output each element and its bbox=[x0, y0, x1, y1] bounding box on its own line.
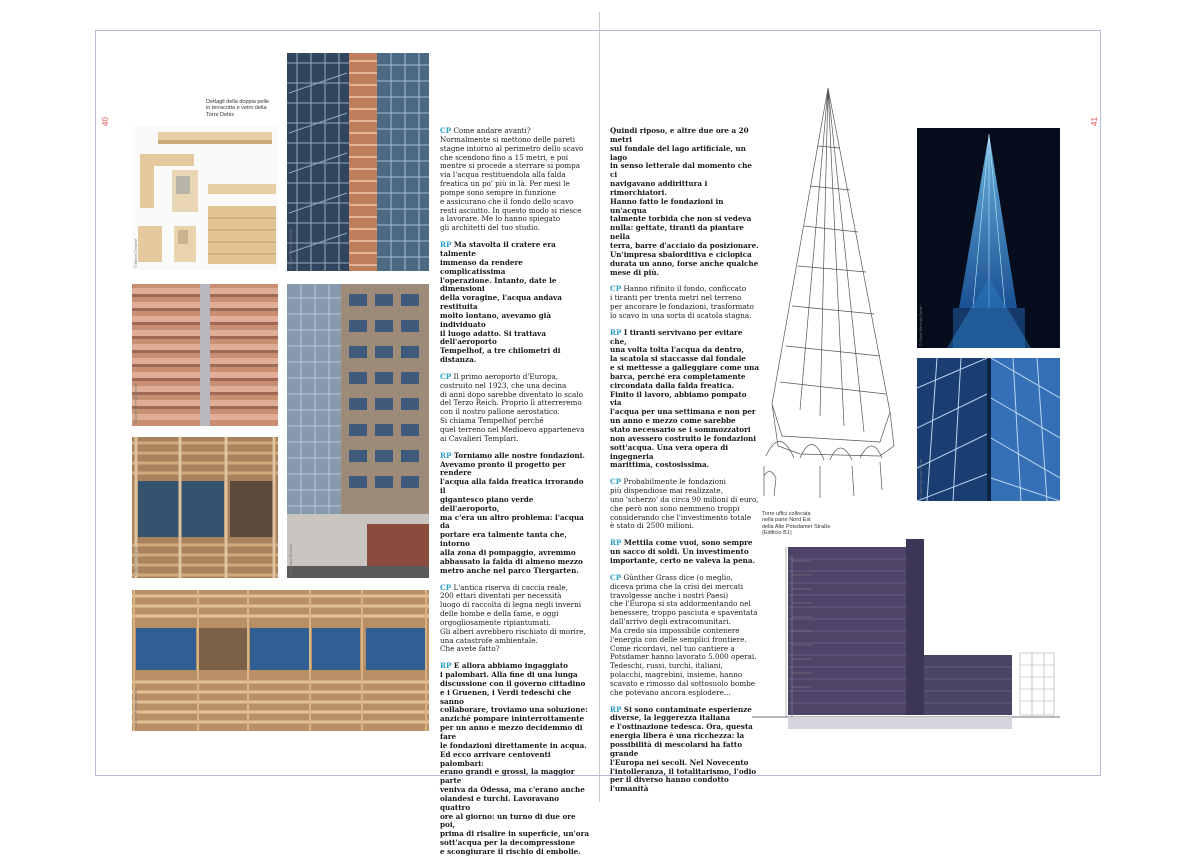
photo-facade-horizontal bbox=[132, 590, 429, 731]
photo-glass-facade bbox=[917, 358, 1060, 501]
paragraph-1-5 bbox=[440, 584, 590, 655]
caption-office-tower: Torre uffici collocata nella parte Nord Est della Alte Potsdamer Straße (Edificio B1) bbox=[762, 511, 831, 537]
paragraph-2-6 bbox=[610, 574, 760, 698]
speaker-tag: CP bbox=[440, 371, 452, 381]
credit-6: © Gianni Berengo Gardin bbox=[134, 688, 138, 729]
paragraph-text: Torniamo alle nostre fondazioni. Avevamo pronto il progetto per rendere l'acqua alla falda freatica irrorando il gigantesco piano verde dell'aeroporto, ma c'era un altro problema: l'acqua da portare era talmente tanta che, intorno alla zona di pompaggio, avremmo abbassato la falda di almeno mezzo metro anche nel parco Tiergarten. bbox=[440, 450, 585, 575]
speaker-tag: RP bbox=[440, 240, 452, 250]
interview-column-1 bbox=[440, 127, 590, 865]
speaker-tag: CP bbox=[610, 284, 622, 294]
photo-tower-night bbox=[917, 128, 1060, 348]
speaker-tag: RP bbox=[610, 538, 622, 548]
caption-terracotta-details: Dettagli della doppia pelle in terracotta e vetro della Torre Debis bbox=[206, 99, 269, 118]
paragraph-text: Si sono contaminate esperienze diverse, la leggerezza italiana e l'ostinazione tedesca. Ora, questa energia libera è una ricchezza: la possibilità di mescolarsi ha fatto grande l'Europa nei secoli. Nel Novecento l'intolleranza, il totalitarismo, l'odio per il diverso hanno condotto l'umanità bbox=[610, 704, 757, 794]
interview-column-2 bbox=[610, 127, 760, 802]
paragraph-text: Hanno rifinito il fondo, conficcato i tiranti per trenta metri nel terreno per ancorare le fondazioni, trasformato lo scavo in una sorta di scatola stagna. bbox=[610, 284, 754, 320]
drawing-building-elevation bbox=[752, 535, 1060, 733]
paragraph-text: Probabilmente le fondazioni più dispendiose mai realizzate, uno 'scherzo' da circa 90 milioni di euro, che però non sono nemmeno troppi considerando che l'investimento totale è stato di 2500 milioni. bbox=[610, 477, 759, 531]
speaker-tag: RP bbox=[440, 450, 452, 460]
paragraph-1-4 bbox=[440, 452, 590, 576]
paragraph-2-5 bbox=[610, 539, 760, 566]
credit-4: © Christian Richters bbox=[289, 543, 293, 576]
paragraph-1-6 bbox=[440, 662, 590, 857]
speaker-tag: RP bbox=[610, 704, 622, 714]
speaker-tag: CP bbox=[440, 582, 452, 592]
photo-facade-street bbox=[287, 284, 429, 578]
paragraph-text: Ma stavolta il cratere era talmente immenso da rendere complicatissima l'operazione. Intanto, date le dimensioni della voragine, l'acqua andava restituita molto lontano, avevamo già individuato il luogo adatto. Si trattava dell'aeroporto Tempelhof, a tre chilometri di distanza. bbox=[440, 240, 562, 365]
paragraph-2-2 bbox=[610, 285, 760, 320]
speaker-tag: CP bbox=[610, 477, 622, 487]
credit-8: © Gianni Berengo Gardin bbox=[919, 458, 923, 499]
paragraph-1-1 bbox=[440, 127, 590, 233]
paragraph-text: E allora abbiamo ingaggiato i palombari. Alla fine di una lunga discussione con il governo cittadino e i Gruenen, i Verdi tedeschi che sanno collaborare, troviamo una soluzione: anziché pompare ininterrottamente per un anno e mezzo decidemmo di fare le fondazioni direttamente in acqua. Ed ecco arrivare centoventi palombari: erano grandi e grossi, la maggior parte veniva da Odessa, ma c'erano anche olandesi e turchi. Lavoravano quattro ore al giorno: un turno di due ore poi, prima di risalire in superficie, un'ora sott'acqua per la decompressione e scongiurare il rischio di embolie. bbox=[440, 661, 590, 856]
credit-2: © Gianni Berengo Gardin bbox=[289, 228, 293, 269]
photo-window-louvres bbox=[132, 437, 278, 578]
paragraph-2-3 bbox=[610, 329, 760, 471]
photo-terracotta-louvres bbox=[132, 284, 278, 426]
page-number-right: 41 bbox=[1090, 117, 1099, 126]
paragraph-2-7 bbox=[610, 706, 760, 794]
paragraph-text: Quindi riposo, e altre due ore a 20 metri sul fondale del lago artificiale, un lago in senso letterale dal momento che ci navigavano addirittura i rimorchiatori. Hanno fatto le fondazioni in un'acqua talmente torbida che non si vedeva nulla: gettate, tiranti da piantare nella terra, barre d'acciaio da posizionare. Un'impresa sbalorditiva e ciclopica durata un anno, forse anche qualche mese di più. bbox=[610, 126, 759, 277]
drawing-tower-sketch bbox=[760, 86, 910, 502]
spine-fold bbox=[599, 12, 600, 802]
paragraph-text: Il primo aeroporto d'Europa, costruito nel 1923, che una decina di anni dopo sarebbe diventato lo scalo del Terzo Reich. Proprio lì atterreremo con il nostro pallone aerostatico. Si chiama Tempelhof perché quel terreno nel Medioevo apparteneva ai Cavalieri Templari. bbox=[440, 371, 585, 443]
speaker-tag: RP bbox=[610, 327, 622, 337]
photo-facade-stairs bbox=[287, 53, 429, 271]
paragraph-1-2 bbox=[440, 241, 590, 365]
page-number-left: 40 bbox=[101, 117, 110, 126]
paragraph-text: I tiranti servivano per evitare che, una volta tolta l'acqua da dentro, la scatola si staccasse dal fondale e si mettesse a galleggiare come una barca, perché era completamente circondata dalla falda freatica. Finito il lavoro, abbiamo pompato via l'acqua per una settimana e non per un anno e mezzo come sarebbe stato necessario se i sommozzatori non avessero costruito le fondazioni sott'acqua. Una vera opera di ingegneria marittima, costosissima. bbox=[610, 327, 760, 470]
speaker-tag: CP bbox=[610, 572, 622, 582]
paragraph-text: Come andare avanti? Normalmente si mettono delle pareti stagne intorno al perimetro dello scavo che scendono fino a 15 metri, e poi mentre si procede a sterrare si pompa via l'acqua restituendola alla falda freatica un po' più in là. Per mesi le pompe sono sempre in funzione e assicurano che il fondo dello scavo resti asciutto. In questo modo si riesce a lavorare. Me lo hanno spiegato gli architetti del tuo studio. bbox=[440, 126, 584, 233]
paragraph-1-3 bbox=[440, 373, 590, 444]
speaker-tag: CP bbox=[440, 126, 452, 135]
paragraph-text: L'antica riserva di caccia reale, 200 ettari diventati per necessità luogo di raccolta di legna negli inverni delle bombe e della fame, e oggi orgogliosamente ripiantumati. Gli alberi avrebbero rischiato di morire, una catastrofe ambientale. Che avete fatto? bbox=[440, 582, 586, 654]
credit-7: © Gianni Berengo Gardin bbox=[919, 305, 923, 346]
photo-terracotta-pieces bbox=[132, 126, 278, 270]
credit-3: © Gianni Berengo Gardin bbox=[134, 383, 138, 424]
credit-1: © Michel Denancé bbox=[134, 238, 138, 268]
paragraph-text: Mettila come vuoi, sono sempre un sacco di soldi. Un investimento importante, certo ne valeva la pena. bbox=[610, 538, 756, 565]
credit-5: © Michel Denancé bbox=[134, 546, 138, 576]
speaker-tag: RP bbox=[440, 661, 452, 671]
paragraph-text: Günther Grass dice (o meglio, diceva prima che la crisi dei mercati travolgesse anche i nostri Paesi) che l'Europa si sta addormentando nel benessere, troppo pasciuta e spaventata dall'arrivo degli extracomunitari. Ma credo sia impossibile contenere l'energia con delle semplici frontiere. Come ricordavi, nel tuo cantiere a Potsdamer hanno lavorato 5.000 operai. Tedeschi, russi, turchi, italiani, polacchi, magrebini, insieme, hanno scavato e rimosso dal sottosuolo bombe che potevano ancora esplodere... bbox=[610, 572, 758, 697]
paragraph-2-1 bbox=[610, 127, 760, 277]
paragraph-2-4 bbox=[610, 478, 760, 531]
